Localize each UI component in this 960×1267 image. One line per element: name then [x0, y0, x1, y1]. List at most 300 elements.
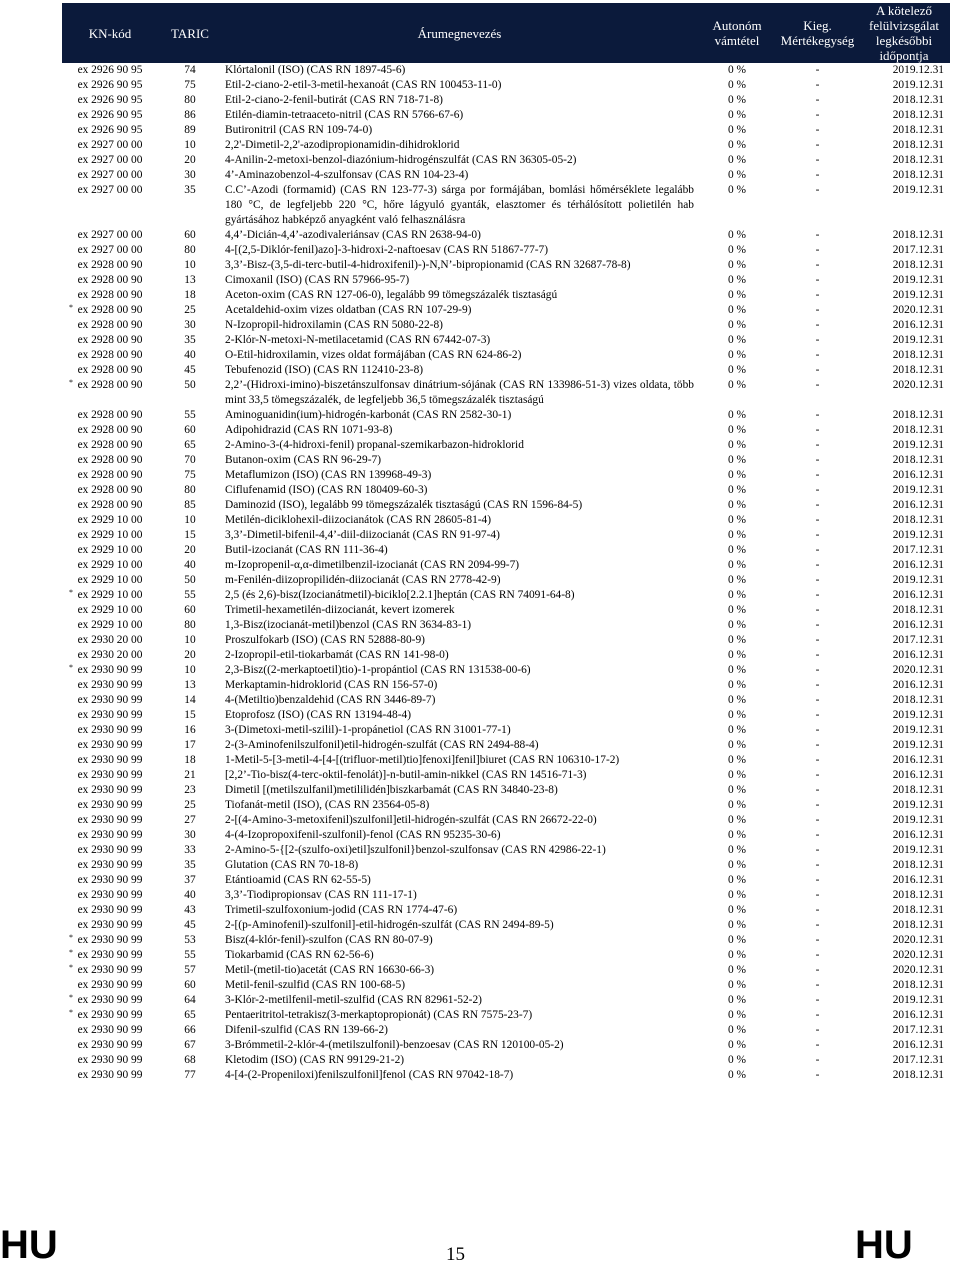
tariff-table — [62, 3, 950, 1083]
taric-code: 23 — [184, 784, 196, 796]
supplementary-unit: - — [815, 604, 820, 616]
taric-code: 25 — [184, 799, 196, 811]
product-description: 3,3’-Bisz-(3,5-di-terc-butil-4-hidroxifenil)-)-N,N’-bipropionamid (CAS RN 32687-78-8) — [225, 259, 631, 271]
supplementary-unit: - — [815, 694, 820, 706]
duty-rate: 0 % — [727, 259, 747, 271]
kn-code: ex 2928 00 90 — [77, 409, 143, 421]
kn-code: ex 2930 90 99 — [77, 1024, 143, 1036]
product-description: N-Izopropil-hidroxilamin (CAS RN 5080-22-8) — [225, 319, 443, 331]
kn-code-cell — [62, 873, 158, 888]
footer-language-code-right: HU — [855, 1223, 913, 1267]
table-row — [62, 648, 950, 663]
review-date: 2017.12.31 — [892, 544, 944, 556]
taric-code: 89 — [184, 124, 196, 136]
review-date: 2020.12.31 — [892, 964, 944, 976]
kn-code-cell — [62, 618, 158, 633]
taric-code: 33 — [184, 844, 196, 856]
review-date: 2018.12.31 — [892, 454, 944, 466]
product-description: m-Izopropenil-α,α-dimetilbenzil-izocianát (CAS RN 2094-99-7) — [225, 559, 520, 571]
taric-code: 85 — [184, 499, 196, 511]
taric-code: 80 — [184, 94, 196, 106]
duty-rate: 0 % — [727, 124, 747, 136]
kn-code: ex 2927 00 00 — [77, 184, 143, 196]
supplementary-unit: - — [815, 544, 820, 556]
kn-code-cell — [62, 798, 158, 813]
taric-code: 80 — [184, 244, 196, 256]
product-description: Merkaptamin-hidroklorid (CAS RN 156-57-0) — [225, 679, 438, 691]
taric-code: 10 — [184, 664, 196, 676]
supplementary-unit: - — [815, 889, 820, 901]
product-description: Etil-2-ciano-2-fenil-butirát (CAS RN 718-71-8) — [225, 94, 443, 106]
duty-rate: 0 % — [727, 454, 747, 466]
kn-code: ex 2930 90 99 — [77, 964, 143, 976]
review-date: 2018.12.31 — [892, 169, 944, 181]
supplementary-unit: - — [815, 784, 820, 796]
kn-code: ex 2928 00 90 — [77, 424, 143, 436]
product-description: 3-Brómmetil-2-klór-4-(metilszulfonil)-benzoesav (CAS RN 120100-05-2) — [225, 1039, 564, 1051]
supplementary-unit: - — [815, 229, 820, 241]
table-row — [62, 783, 950, 798]
kn-code: ex 2930 20 00 — [77, 649, 143, 661]
table-row — [62, 918, 950, 933]
kn-code: ex 2928 00 90 — [77, 289, 143, 301]
kn-code-cell — [62, 288, 158, 303]
supplementary-unit: - — [815, 1054, 820, 1066]
kn-code: ex 2930 90 99 — [77, 814, 143, 826]
kn-code-cell — [62, 693, 158, 708]
kn-code: ex 2929 10 00 — [77, 514, 143, 526]
product-description: Metaflumizon (ISO) (CAS RN 139968-49-3) — [225, 469, 432, 481]
review-date: 2019.12.31 — [892, 79, 944, 91]
table-row — [62, 318, 950, 333]
review-date: 2019.12.31 — [892, 574, 944, 586]
supplementary-unit: - — [815, 574, 820, 586]
duty-rate: 0 % — [727, 649, 747, 661]
kn-code-cell — [62, 573, 158, 588]
table-row — [62, 258, 950, 273]
review-date: 2018.12.31 — [892, 124, 944, 136]
kn-code-cell — [62, 528, 158, 543]
product-description: Metil-(metil-tio)acetát (CAS RN 16630-66-3) — [225, 964, 435, 976]
kn-code: ex 2930 90 99 — [77, 694, 143, 706]
table-row — [62, 378, 950, 408]
kn-code-cell — [62, 438, 158, 453]
kn-code: ex 2929 10 00 — [77, 529, 143, 541]
kn-code: ex 2929 10 00 — [77, 604, 143, 616]
kn-code: ex 2928 00 90 — [77, 364, 143, 376]
kn-code-cell — [62, 558, 158, 573]
kn-code: ex 2928 00 90 — [77, 469, 143, 481]
review-date: 2016.12.31 — [892, 499, 944, 511]
kn-code-cell — [62, 918, 158, 933]
table-row — [62, 78, 950, 93]
header-taric: TARIC — [158, 3, 222, 63]
review-date: 2016.12.31 — [892, 829, 944, 841]
table-row — [62, 168, 950, 183]
kn-code: ex 2930 90 99 — [77, 709, 143, 721]
taric-code: 68 — [184, 1054, 196, 1066]
supplementary-unit: - — [815, 154, 820, 166]
supplementary-unit: - — [815, 349, 820, 361]
review-date: 2018.12.31 — [892, 604, 944, 616]
product-description: Butil-izocianát (CAS RN 111-36-4) — [225, 544, 388, 556]
review-date: 2019.12.31 — [892, 994, 944, 1006]
review-date: 2018.12.31 — [892, 349, 944, 361]
product-description: m-Fenilén-diizopropilidén-diizocianát (CAS RN 2778-42-9) — [225, 574, 501, 586]
supplementary-unit: - — [815, 1069, 820, 1081]
product-description: 1,3-Bisz(izocianát-metil)benzol (CAS RN 3634-83-1) — [225, 619, 472, 631]
supplementary-unit: - — [815, 484, 820, 496]
review-date: 2018.12.31 — [892, 1069, 944, 1081]
kn-code: ex 2930 90 99 — [77, 829, 143, 841]
table-row — [62, 723, 950, 738]
duty-rate: 0 % — [727, 439, 747, 451]
table-row — [62, 513, 950, 528]
product-description: 2-Klór-N-metoxi-N-metilacetamid (CAS RN 67442-07-3) — [225, 334, 491, 346]
supplementary-unit: - — [815, 379, 820, 391]
table-row — [62, 948, 950, 963]
product-description: Tiofanát-metil (ISO), (CAS RN 23564-05-8) — [225, 799, 430, 811]
supplementary-unit: - — [815, 829, 820, 841]
supplementary-unit: - — [815, 274, 820, 286]
taric-code: 75 — [184, 79, 196, 91]
header-duty-rate: Autonóm vámtétel — [697, 3, 777, 63]
kn-code-cell — [62, 1008, 158, 1023]
product-description: Etántioamid (CAS RN 62-55-5) — [225, 874, 371, 886]
review-date: 2016.12.31 — [892, 754, 944, 766]
taric-code: 35 — [184, 859, 196, 871]
review-date: 2019.12.31 — [892, 844, 944, 856]
table-row — [62, 243, 950, 258]
review-date: 2018.12.31 — [892, 904, 944, 916]
duty-rate: 0 % — [727, 484, 747, 496]
duty-rate: 0 % — [727, 814, 747, 826]
duty-rate: 0 % — [727, 799, 747, 811]
review-date: 2016.12.31 — [892, 1039, 944, 1051]
kn-code-cell — [62, 783, 158, 798]
taric-code: 50 — [184, 379, 196, 391]
taric-code: 35 — [184, 184, 196, 196]
product-description: Metil-fenil-szulfid (CAS RN 100-68-5) — [225, 979, 406, 991]
table-row — [62, 363, 950, 378]
kn-code-cell — [62, 828, 158, 843]
taric-code: 35 — [184, 334, 196, 346]
taric-code: 30 — [184, 829, 196, 841]
product-description: Etil-2-ciano-2-etil-3-metil-hexanoát (CAS RN 100453-11-0) — [225, 79, 502, 91]
table-row — [62, 108, 950, 123]
taric-code: 50 — [184, 574, 196, 586]
duty-rate: 0 % — [727, 1054, 747, 1066]
product-description: 2,2'-Dimetil-2,2'-azodipropionamidin-dihidroklorid — [225, 139, 460, 151]
supplementary-unit: - — [815, 529, 820, 541]
supplementary-unit: - — [815, 799, 820, 811]
taric-code: 65 — [184, 1009, 196, 1021]
kn-code: ex 2930 90 99 — [77, 679, 143, 691]
taric-code: 30 — [184, 319, 196, 331]
review-date: 2019.12.31 — [892, 64, 944, 76]
kn-code: ex 2930 90 99 — [77, 1009, 143, 1021]
product-description: Glutation (CAS RN 70-18-8) — [225, 859, 359, 871]
taric-code: 15 — [184, 529, 196, 541]
duty-rate: 0 % — [727, 1009, 747, 1021]
review-date: 2016.12.31 — [892, 559, 944, 571]
product-description: Ciflufenamid (ISO) (CAS RN 180409-60-3) — [225, 484, 428, 496]
review-date: 2019.12.31 — [892, 334, 944, 346]
taric-code: 27 — [184, 814, 196, 826]
kn-code-cell — [62, 153, 158, 168]
review-date: 2020.12.31 — [892, 949, 944, 961]
product-description: Trimetil-szulfoxonium-jodid (CAS RN 1774-47-6) — [225, 904, 458, 916]
duty-rate: 0 % — [727, 319, 747, 331]
duty-rate: 0 % — [727, 829, 747, 841]
duty-rate: 0 % — [727, 844, 747, 856]
kn-code-cell — [62, 858, 158, 873]
review-date: 2018.12.31 — [892, 139, 944, 151]
kn-code-cell — [62, 468, 158, 483]
taric-code: 18 — [184, 754, 196, 766]
duty-rate: 0 % — [727, 604, 747, 616]
kn-code: ex 2929 10 00 — [77, 574, 143, 586]
duty-rate: 0 % — [727, 934, 747, 946]
product-description: 4-Anilin-2-metoxi-benzol-diazónium-hidrogénszulfát (CAS RN 36305-05-2) — [225, 154, 577, 166]
supplementary-unit: - — [815, 679, 820, 691]
kn-code-cell — [62, 423, 158, 438]
kn-code-cell — [62, 813, 158, 828]
product-description: 2-(3-Aminofenilszulfonil)etil-hidrogén-szulfát (CAS RN 2494-88-4) — [225, 739, 539, 751]
duty-rate: 0 % — [727, 334, 747, 346]
duty-rate: 0 % — [727, 994, 747, 1006]
supplementary-unit: - — [815, 559, 820, 571]
supplementary-unit: - — [815, 409, 820, 421]
table-row — [62, 768, 950, 783]
duty-rate: 0 % — [727, 364, 747, 376]
supplementary-unit: - — [815, 79, 820, 91]
kn-code: ex 2930 90 99 — [77, 904, 143, 916]
review-date: 2018.12.31 — [892, 694, 944, 706]
taric-code: 55 — [184, 949, 196, 961]
product-description: 3-Klór-2-metilfenil-metil-szulfid (CAS RN 82961-52-2) — [225, 994, 482, 1006]
table-row — [62, 708, 950, 723]
kn-code: ex 2926 90 95 — [77, 94, 143, 106]
table-row — [62, 858, 950, 873]
kn-code: ex 2929 10 00 — [77, 619, 143, 631]
table-row — [62, 483, 950, 498]
duty-rate: 0 % — [727, 724, 747, 736]
product-description: 4-(Metiltio)benzaldehid (CAS RN 3446-89-7) — [225, 694, 436, 706]
duty-rate: 0 % — [727, 859, 747, 871]
review-date: 2019.12.31 — [892, 814, 944, 826]
table-row — [62, 288, 950, 303]
review-date: 2017.12.31 — [892, 1024, 944, 1036]
kn-code: ex 2929 10 00 — [77, 589, 143, 601]
taric-code: 60 — [184, 229, 196, 241]
product-description: 4’-Aminazobenzol-4-szulfonsav (CAS RN 104-23-4) — [225, 169, 469, 181]
table-row — [62, 813, 950, 828]
table-row — [62, 123, 950, 138]
taric-code: 80 — [184, 619, 196, 631]
supplementary-unit: - — [815, 139, 820, 151]
duty-rate: 0 % — [727, 634, 747, 646]
table-body — [62, 63, 950, 1083]
taric-code: 53 — [184, 934, 196, 946]
duty-rate: 0 % — [727, 229, 747, 241]
kn-code-cell — [62, 543, 158, 558]
taric-code: 13 — [184, 679, 196, 691]
table-row — [62, 1068, 950, 1083]
table-row — [62, 573, 950, 588]
review-date: 2016.12.31 — [892, 319, 944, 331]
supplementary-unit: - — [815, 814, 820, 826]
amendment-marker: * — [69, 303, 73, 312]
amendment-marker: * — [69, 993, 73, 1002]
kn-code-cell — [62, 663, 158, 678]
supplementary-unit: - — [815, 979, 820, 991]
supplementary-unit: - — [815, 289, 820, 301]
product-description: Aceton-oxim (CAS RN 127-06-0), legalább 99 tömegszázalék tisztaságú — [225, 289, 558, 301]
review-date: 2018.12.31 — [892, 784, 944, 796]
supplementary-unit: - — [815, 949, 820, 961]
kn-code: ex 2929 10 00 — [77, 559, 143, 571]
product-description: Kletodim (ISO) (CAS RN 99129-21-2) — [225, 1054, 405, 1066]
table-row — [62, 528, 950, 543]
taric-code: 10 — [184, 139, 196, 151]
kn-code: ex 2926 90 95 — [77, 79, 143, 91]
table-row — [62, 333, 950, 348]
taric-code: 20 — [184, 154, 196, 166]
product-description: 2,3-Bisz((2-merkaptoetil)tio)-1-propántiol (CAS RN 131538-00-6) — [225, 664, 531, 676]
kn-code: ex 2930 90 99 — [77, 1039, 143, 1051]
taric-code: 15 — [184, 709, 196, 721]
duty-rate: 0 % — [727, 889, 747, 901]
taric-code: 67 — [184, 1039, 196, 1051]
duty-rate: 0 % — [727, 184, 747, 196]
duty-rate: 0 % — [727, 754, 747, 766]
kn-code-cell — [62, 768, 158, 783]
review-date: 2019.12.31 — [892, 184, 944, 196]
table-row — [62, 543, 950, 558]
table-row — [62, 963, 950, 978]
duty-rate: 0 % — [727, 274, 747, 286]
supplementary-unit: - — [815, 664, 820, 676]
taric-code: 10 — [184, 259, 196, 271]
supplementary-unit: - — [815, 364, 820, 376]
product-description: Butironitril (CAS RN 109-74-0) — [225, 124, 373, 136]
review-date: 2019.12.31 — [892, 739, 944, 751]
kn-code: ex 2930 20 00 — [77, 634, 143, 646]
supplementary-unit: - — [815, 469, 820, 481]
kn-code-cell — [62, 318, 158, 333]
kn-code-cell — [62, 993, 158, 1008]
taric-code: 14 — [184, 694, 196, 706]
header-review-date: A kötelező felülvizsgálat legkésőbbi időpontja — [858, 3, 950, 63]
duty-rate: 0 % — [727, 169, 747, 181]
kn-code-cell — [62, 978, 158, 993]
kn-code: ex 2927 00 00 — [77, 244, 143, 256]
supplementary-unit: - — [815, 439, 820, 451]
taric-code: 60 — [184, 979, 196, 991]
product-description: 4-[(2,5-Diklór-fenil)azo]-3-hidroxi-2-naftoesav (CAS RN 51867-77-7) — [225, 244, 549, 256]
table-row — [62, 633, 950, 648]
review-date: 2018.12.31 — [892, 979, 944, 991]
duty-rate: 0 % — [727, 904, 747, 916]
supplementary-unit: - — [815, 634, 820, 646]
kn-code-cell — [62, 603, 158, 618]
review-date: 2018.12.31 — [892, 259, 944, 271]
product-description: Bisz(4-klór-fenil)-szulfon (CAS RN 80-07-9) — [225, 934, 433, 946]
taric-code: 86 — [184, 109, 196, 121]
taric-code: 64 — [184, 994, 196, 1006]
table-row — [62, 798, 950, 813]
duty-rate: 0 % — [727, 874, 747, 886]
supplementary-unit: - — [815, 304, 820, 316]
taric-code: 30 — [184, 169, 196, 181]
taric-code: 65 — [184, 439, 196, 451]
duty-rate: 0 % — [727, 739, 747, 751]
kn-code-cell — [62, 228, 158, 243]
supplementary-unit: - — [815, 724, 820, 736]
table-row — [62, 453, 950, 468]
duty-rate: 0 % — [727, 499, 747, 511]
duty-rate: 0 % — [727, 709, 747, 721]
table-row — [62, 843, 950, 858]
kn-code-cell — [62, 93, 158, 108]
supplementary-unit: - — [815, 169, 820, 181]
taric-code: 70 — [184, 454, 196, 466]
taric-code: 60 — [184, 424, 196, 436]
product-description: 2-Izopropil-etil-tiokarbamát (CAS RN 141-98-0) — [225, 649, 449, 661]
kn-code: ex 2928 00 90 — [77, 304, 143, 316]
supplementary-unit: - — [815, 94, 820, 106]
kn-code-cell — [62, 1038, 158, 1053]
supplementary-unit: - — [815, 739, 820, 751]
supplementary-unit: - — [815, 994, 820, 1006]
kn-code-cell — [62, 78, 158, 93]
taric-code: 60 — [184, 604, 196, 616]
kn-code-cell — [62, 678, 158, 693]
duty-rate: 0 % — [727, 514, 747, 526]
kn-code: ex 2930 90 99 — [77, 889, 143, 901]
table-row — [62, 903, 950, 918]
supplementary-unit: - — [815, 919, 820, 931]
product-description: 2,2’-(Hidroxi-imino)-biszetánszulfonsav dinátrium-sójának (CAS RN 133986-51-3) vizes oldata, több mint 33,5 tömegszázalék, de legfeljebb 36,5 tömegszázalék tisztaságú — [225, 379, 694, 406]
duty-rate: 0 % — [727, 679, 747, 691]
product-description: Etoprofosz (ISO) (CAS RN 13194-48-4) — [225, 709, 412, 721]
review-date: 2020.12.31 — [892, 379, 944, 391]
taric-code: 16 — [184, 724, 196, 736]
header-supplementary-unit: Kieg. Mértékegység — [777, 3, 858, 63]
product-description: Etilén-diamin-tetraaceto-nitril (CAS RN 5766-67-6) — [225, 109, 464, 121]
kn-code: ex 2930 90 99 — [77, 934, 143, 946]
supplementary-unit: - — [815, 904, 820, 916]
kn-code: ex 2930 90 99 — [77, 664, 143, 676]
duty-rate: 0 % — [727, 1069, 747, 1081]
review-date: 2019.12.31 — [892, 484, 944, 496]
table-row — [62, 228, 950, 243]
table-row — [62, 273, 950, 288]
table-row — [62, 183, 950, 228]
amendment-marker: * — [69, 933, 73, 942]
product-description: [2,2’-Tio-bisz(4-terc-oktil-fenolát)]-n-butil-amin-nikkel (CAS RN 14516-71-3) — [225, 769, 587, 781]
duty-rate: 0 % — [727, 139, 747, 151]
kn-code: ex 2928 00 90 — [77, 259, 143, 271]
kn-code: ex 2928 00 90 — [77, 439, 143, 451]
kn-code-cell — [62, 513, 158, 528]
kn-code-cell — [62, 183, 158, 228]
product-description: Proszulfokarb (ISO) (CAS RN 52888-80-9) — [225, 634, 425, 646]
product-description: Aminoguanidin(ium)-hidrogén-karbonát (CAS RN 2582-30-1) — [225, 409, 512, 421]
product-description: 3,3’-Dimetil-bifenil-4,4’-diil-diizocianát (CAS RN 91-97-4) — [225, 529, 500, 541]
supplementary-unit: - — [815, 124, 820, 136]
